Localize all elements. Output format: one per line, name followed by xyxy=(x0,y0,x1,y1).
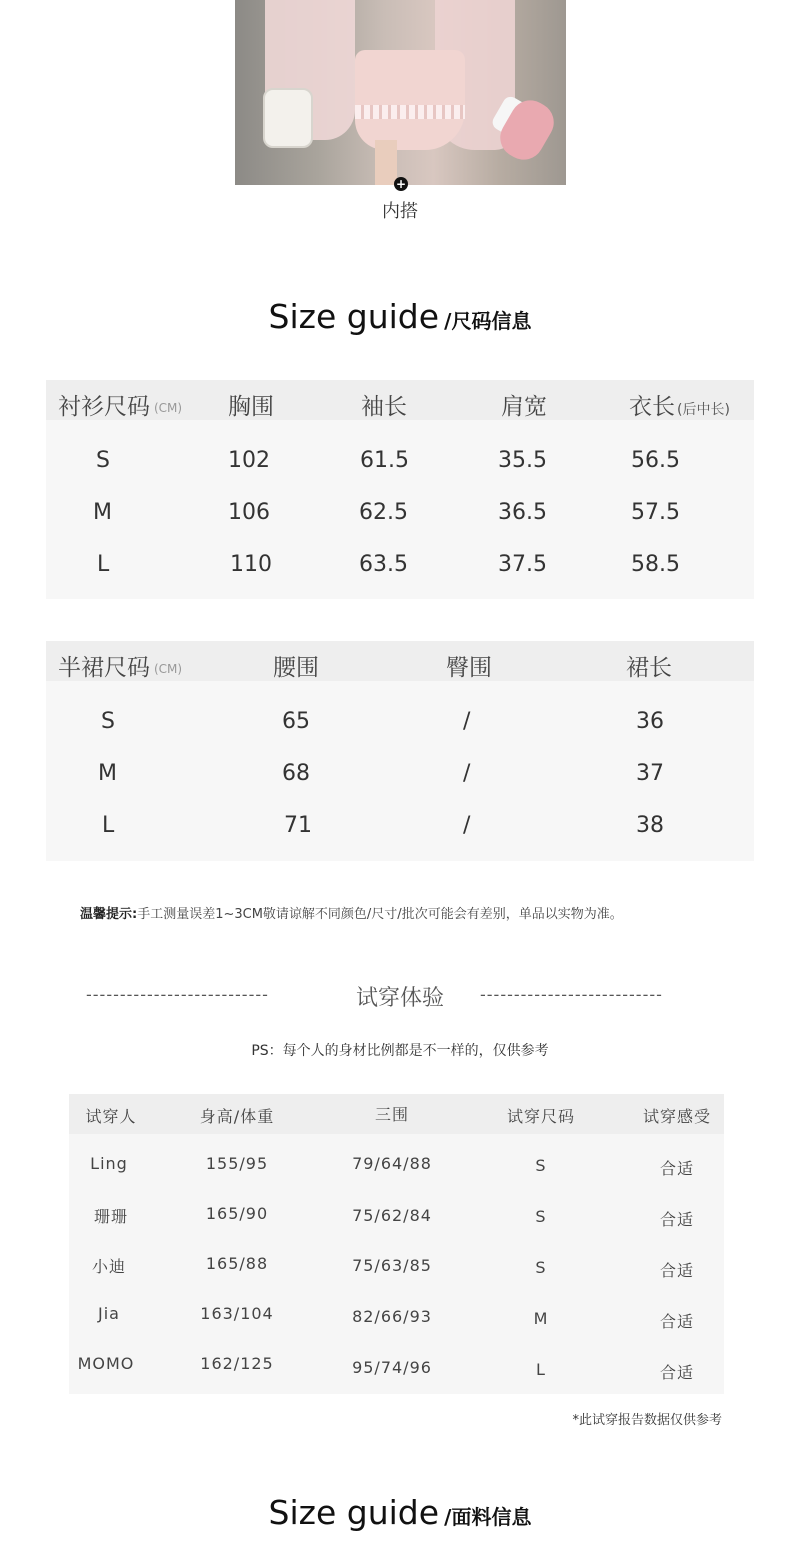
waist-cell: 68 xyxy=(282,761,310,786)
shoulder-cell: 35.5 xyxy=(498,448,547,473)
header-sleeve: 袖长 xyxy=(361,394,407,420)
person-cell: Ling xyxy=(90,1154,128,1173)
fabric-guide-title: Size guide xyxy=(268,1493,440,1532)
person-cell: Jia xyxy=(98,1304,120,1323)
size-cell: S xyxy=(101,709,115,734)
try-on-title: 试穿体验 xyxy=(355,986,444,1011)
try-size-cell: L xyxy=(536,1360,546,1379)
length-cell: 56.5 xyxy=(631,448,680,473)
try-size-cell: M xyxy=(533,1309,549,1328)
try-size-cell: S xyxy=(535,1207,547,1226)
header-chest: 胸围 xyxy=(228,394,274,420)
size-cell: M xyxy=(93,500,112,525)
notice-label: 温馨提示: xyxy=(80,907,138,922)
measurements-cell: 75/63/85 xyxy=(352,1256,432,1275)
sleeve-cell: 62.5 xyxy=(359,500,408,525)
person-cell: MOMO xyxy=(77,1354,135,1373)
sleeve-cell: 61.5 xyxy=(360,448,409,473)
header-skirt-size: 半裙尺码 (CM) xyxy=(58,655,183,681)
shirt-size-table xyxy=(46,380,754,599)
size-guide-heading xyxy=(0,297,800,336)
measurement-notice xyxy=(80,903,623,922)
fabric-guide-heading xyxy=(0,1493,800,1532)
shoulder-cell: 37.5 xyxy=(498,552,547,577)
hip-cell: / xyxy=(463,761,471,786)
try-on-table-header xyxy=(69,1094,724,1134)
handbag xyxy=(263,88,313,148)
try-size-cell: S xyxy=(535,1258,547,1277)
chest-cell: 102 xyxy=(228,448,270,473)
person-cell: 小迪 xyxy=(91,1257,127,1276)
height-weight-cell: 162/125 xyxy=(200,1354,274,1373)
height-weight-cell: 163/104 xyxy=(200,1304,274,1323)
notice-text: 手工测量误差1~3CM敬请谅解不同颜色/尺寸/批次可能会有差别，单品以实物为准。 xyxy=(137,907,623,922)
hip-cell: / xyxy=(463,813,471,838)
size-cell: L xyxy=(102,813,115,838)
header-shoulder: 肩宽 xyxy=(501,394,547,420)
feeling-cell: 合适 xyxy=(659,1159,695,1178)
waist-cell: 65 xyxy=(282,709,310,734)
chest-cell: 110 xyxy=(230,552,272,577)
measurements-cell: 75/62/84 xyxy=(352,1206,432,1225)
header-measurements: 三围 xyxy=(374,1105,410,1124)
header-person: 试穿人 xyxy=(85,1107,137,1126)
sleeve-cell: 63.5 xyxy=(359,552,408,577)
try-size-cell: S xyxy=(535,1156,547,1175)
divider-right: --------------------------- xyxy=(480,985,663,1004)
header-try-size: 试穿尺码 xyxy=(506,1107,576,1126)
try-on-table xyxy=(69,1094,724,1394)
product-photo xyxy=(235,0,566,185)
measurements-cell: 79/64/88 xyxy=(352,1154,432,1173)
skirt-length-cell: 38 xyxy=(636,813,664,838)
size-cell: L xyxy=(97,552,110,577)
header-hip: 臀围 xyxy=(446,655,492,681)
person-cell: 珊珊 xyxy=(93,1207,129,1226)
size-guide-title: Size guide xyxy=(268,297,440,336)
height-weight-cell: 155/95 xyxy=(205,1154,269,1173)
chest-cell: 106 xyxy=(228,500,270,525)
shoulder-cell: 36.5 xyxy=(498,500,547,525)
length-cell: 57.5 xyxy=(631,500,680,525)
feeling-cell: 合适 xyxy=(659,1261,695,1280)
waist-cell: 71 xyxy=(284,813,312,838)
header-skirt-length: 裙长 xyxy=(626,655,672,681)
skirt-length-cell: 37 xyxy=(636,761,664,786)
header-length: 衣长 (后中长) xyxy=(629,394,730,420)
try-on-ps: PS：每个人的身材比例都是不一样的，仅供参考 xyxy=(251,1043,549,1059)
measurements-cell: 95/74/96 xyxy=(352,1358,432,1377)
skirt-size-table xyxy=(46,641,754,861)
hip-cell: / xyxy=(463,709,471,734)
plus-circle-icon: + xyxy=(395,177,407,191)
header-height-weight: 身高/体重 xyxy=(199,1107,275,1126)
height-weight-cell: 165/90 xyxy=(205,1204,269,1223)
shirt-table-header xyxy=(46,380,754,420)
height-weight-cell: 165/88 xyxy=(205,1254,269,1273)
header-feeling: 试穿感受 xyxy=(642,1107,712,1126)
divider-left: --------------------------- xyxy=(86,985,269,1004)
try-on-footnote: *此试穿报告数据仅供参考 xyxy=(572,1413,722,1428)
skirt-table-header xyxy=(46,641,754,681)
size-guide-subtitle: /尺码信息 xyxy=(444,309,532,333)
skirt-length-cell: 36 xyxy=(636,709,664,734)
feeling-cell: 合适 xyxy=(659,1210,695,1229)
length-cell: 58.5 xyxy=(631,552,680,577)
header-shirt-size: 衬衫尺码 (CM) xyxy=(58,394,183,420)
header-waist: 腰围 xyxy=(273,655,319,681)
size-cell: S xyxy=(96,448,110,473)
feeling-cell: 合适 xyxy=(659,1363,695,1382)
photo-caption: 内搭 xyxy=(382,201,418,222)
size-cell: M xyxy=(98,761,117,786)
feeling-cell: 合适 xyxy=(659,1312,695,1331)
measurements-cell: 82/66/93 xyxy=(352,1307,432,1326)
fabric-guide-subtitle: /面料信息 xyxy=(444,1505,532,1529)
